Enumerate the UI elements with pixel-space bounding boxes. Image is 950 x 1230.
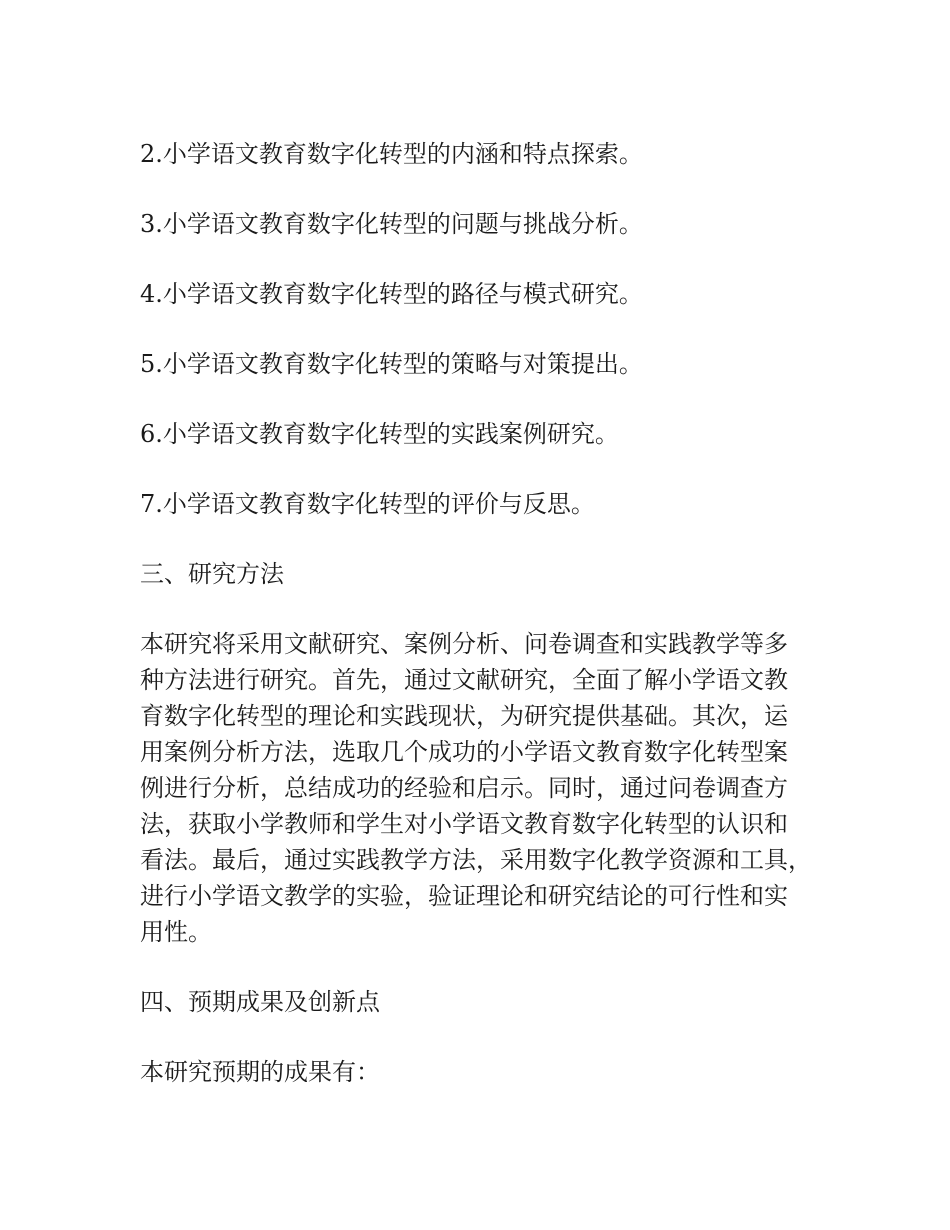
paragraph-line: 例进行分析，总结成功的经验和启示。同时，通过问卷调查方	[140, 774, 788, 802]
paragraph-line: 法，获取小学教师和学生对小学语文教育数字化转型的认识和	[140, 810, 788, 838]
paragraph-line: 用案例分析方法，选取几个成功的小学语文教育数字化转型案	[140, 738, 788, 766]
paragraph-line: 进行小学语文教学的实验，验证理论和研究结论的可行性和实	[140, 882, 788, 910]
paragraph-line: 看法。最后，通过实践教学方法，采用数字化教学资源和工具，	[140, 846, 812, 874]
document-content	[140, 136, 820, 1124]
paragraph-line: 本研究将采用文献研究、案例分析、问卷调查和实践教学等多	[140, 630, 788, 658]
paragraph-line: 用性。	[140, 918, 212, 946]
research-methods-paragraph	[140, 626, 820, 950]
list-item: 2.小学语文教育数字化转型的内涵和特点探索。	[140, 140, 643, 168]
list-item: 4.小学语文教育数字化转型的路径与模式研究。	[140, 280, 643, 308]
list-item: 3.小学语文教育数字化转型的问题与挑战分析。	[140, 210, 643, 238]
section-heading: 三、研究方法	[140, 560, 284, 588]
list-item: 6.小学语文教育数字化转型的实践案例研究。	[140, 420, 619, 448]
section-heading: 四、预期成果及创新点	[140, 988, 380, 1016]
list-item: 7.小学语文教育数字化转型的评价与反思。	[140, 490, 595, 518]
list-item: 5.小学语文教育数字化转型的策略与对策提出。	[140, 350, 643, 378]
paragraph-line: 种方法进行研究。首先，通过文献研究，全面了解小学语文教	[140, 666, 788, 694]
paragraph-line: 育数字化转型的理论和实践现状，为研究提供基础。其次，运	[140, 702, 788, 730]
paragraph-intro: 本研究预期的成果有：	[140, 1058, 380, 1086]
